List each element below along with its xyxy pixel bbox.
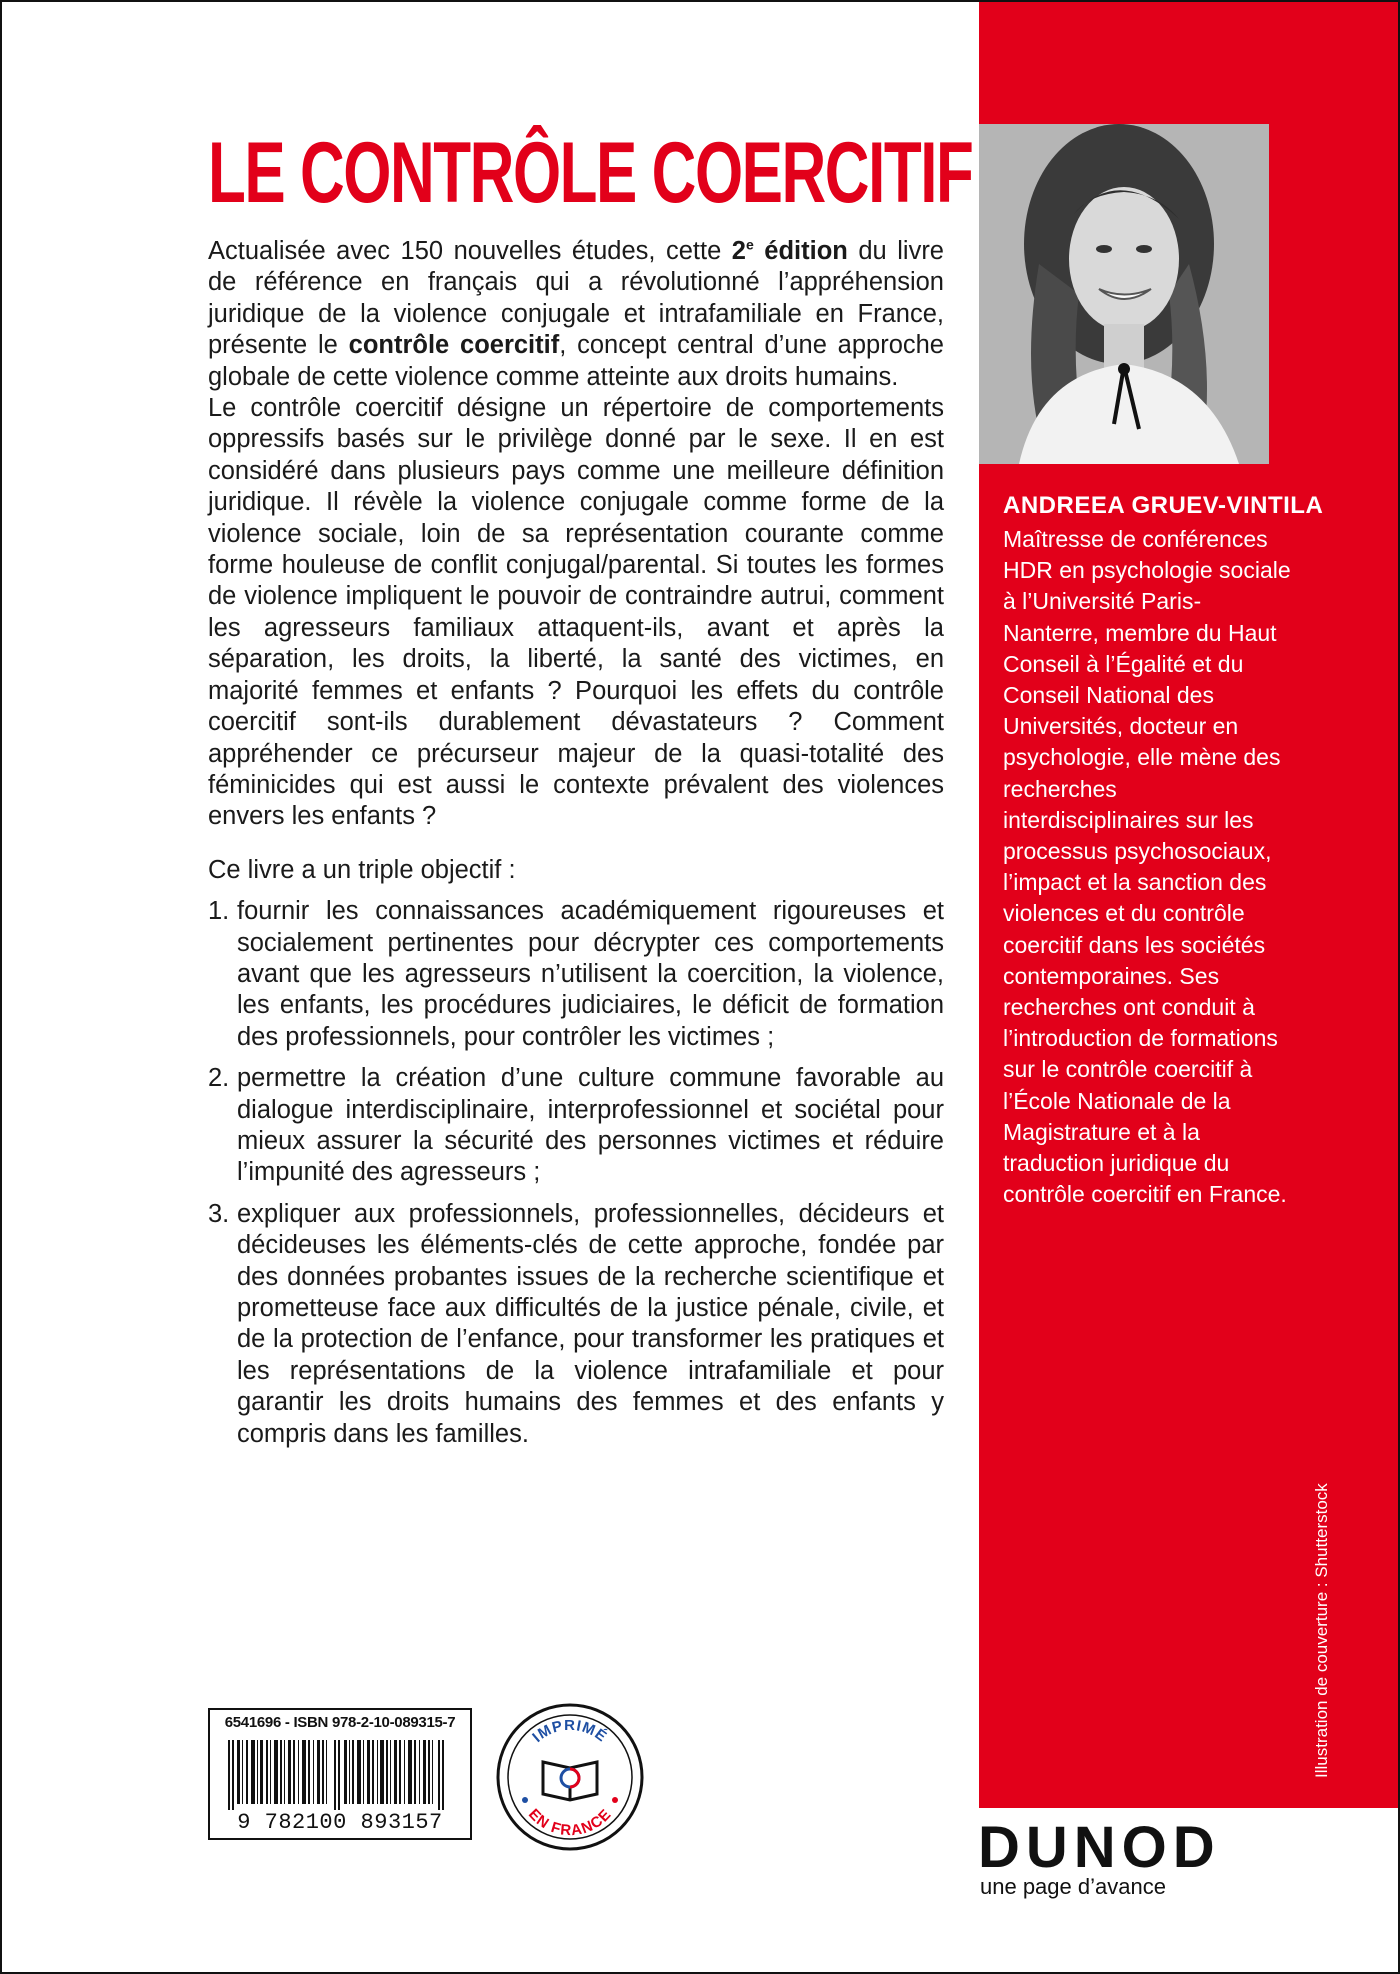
isbn-barcode (208, 1708, 472, 1840)
seal-top-text: IMPRIMÉ (529, 1717, 611, 1746)
ean-number: 9 782100 893157 (237, 1810, 443, 1835)
publisher-tagline: une page d’avance (980, 1874, 1166, 1899)
edition-label: 2e édition (731, 236, 848, 265)
author-bio: Maîtresse de conférences HDR en psychologie sociale à l’Université Paris-Nanterre, membre du Haut Conseil à l’Égalité et du Conseil National des Universités, docteur en psychologie, elle mène des recherches interdisciplinaires sur les processus psychosociaux, l’impact et la sanction des violences et du contrôle coercitif dans les sociétés contemporaines. Ses recherches ont conduit à l’introduction de formations sur le contrôle coercitif à l’École Nationale de la Magistrature et à la traduction juridique du contrôle coercitif en France. (1003, 526, 1291, 1208)
isbn-label: 6541696 - ISBN 978-2-10-089315-7 (224, 1714, 456, 1731)
summary-paragraph-2: Le contrôle coercitif désigne un répertoire de comportements oppressifs basés sur le privilège donné par le sexe. Il en est considéré dans plusieurs pays comme une meilleure définition juridique. Il révèle la violence conjugale comme forme de la violence sociale, loin de sa représentation courante comme forme houleuse de conflit conjugal/parental. Si toutes les formes de violence impliquent le pouvoir de contraindre autrui, comment les agresseurs familiaux attaquent-ils, avant et après la séparation, les droits, la liberté, la santé des victimes, en majorité femmes et enfants ? Pourquoi les effets du contrôle coercitif sont-ils durablement dévastateurs ? Comment appréhender ce précurseur majeur de la quasi-totalité des féminicides qui est aussi le contexte prévalent des violences envers les enfants ? (208, 394, 944, 831)
publisher-logo: DUNOD (978, 1815, 1221, 1880)
concept-highlight: contrôle coercitif (348, 331, 560, 360)
seal-bottom-text: EN FRANCE (524, 1805, 616, 1840)
author-photo (979, 124, 1269, 464)
imprime-en-france-seal (495, 1702, 645, 1852)
objectives-list (208, 896, 944, 1450)
list-item: 2. permettre la création d’une culture commune favorable au dialogue interdisciplinaire, interprofessionnel et sociétal pour mieux assurer la sécurité des personnes victimes et réduire l’impunité des agresseurs ; (208, 1064, 944, 1187)
book-title: LE CONTRÔLE COERCITIF (208, 125, 973, 221)
author-name: ANDREEA GRUEV-VINTILA (1003, 492, 1324, 519)
list-item: 1. fournir les connaissances académiquement rigoureuses et socialement pertinentes pour décrypter ces comportements avant que les agresseurs n’utilisent la coercition, la violence, les enfants, les procédures judiciaires, le déficit de formation des professionnels, pour contrôler les victimes ; (208, 897, 944, 1051)
objectives-intro: Ce livre a un triple objectif : (208, 855, 516, 884)
author-portrait-image (979, 124, 1269, 464)
barcode-bars (218, 1740, 462, 1810)
back-cover-summary (208, 236, 944, 1460)
list-item: 3. expliquer aux professionnels, professionnelles, décideurs et décideuses les éléments-clés de cette approche, fondée par des données probantes issues de la recherche scientifique et prometteuse face aux difficultés de la justice pénale, civile, et de la protection de l’enfance, pour transformer les pratiques et les représentations de la violence intrafamiliale et pour garantir les droits humains des femmes et des enfants y compris dans les familles. (208, 1199, 944, 1448)
cover-credit: Illustration de couverture : Shutterstock (1312, 1483, 1331, 1778)
summary-paragraph-1: Actualisée avec 150 nouvelles études, cette 2e édition du livre de référence en français qui a révolutionné l’appréhension juridique de la violence conjugale et intrafamiliale en France, présente le contrôle coercitif, concept central d’une approche globale de cette violence comme atteinte aux droits humains. (208, 236, 944, 391)
